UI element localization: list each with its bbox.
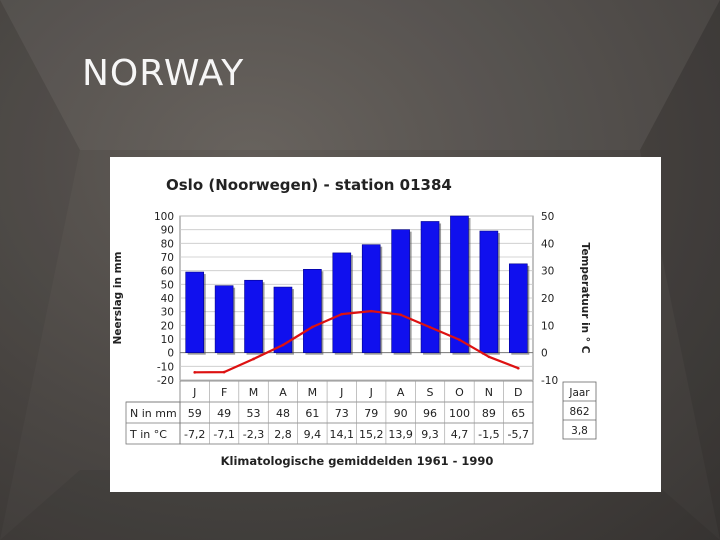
y2-tick-label: 50: [541, 211, 555, 223]
y2-tick-label: 30: [541, 265, 555, 278]
month-label: F: [220, 386, 228, 399]
bar-precipitation: [215, 286, 233, 353]
bar-precipitation: [450, 216, 468, 353]
precipitation-value: 89: [481, 407, 496, 420]
y-tick-label: 10: [160, 334, 174, 346]
climate-chart: [110, 157, 661, 492]
bar-precipitation: [303, 269, 321, 352]
slide-title: NORWAY: [82, 53, 245, 94]
temperature-point: [370, 310, 373, 313]
temperature-value: -7,1: [213, 428, 235, 441]
bar-precipitation: [421, 221, 439, 352]
y-tick-label: 60: [160, 265, 174, 278]
y2-tick-label: 0: [541, 347, 548, 360]
y-tick-label: 50: [160, 279, 174, 292]
chart-footer: Klimatologische gemiddelden 1961 - 1990: [220, 454, 494, 468]
temperature-point: [193, 371, 196, 374]
row-header-temperature: T in °C: [130, 428, 167, 441]
y-tick-label: 90: [160, 224, 174, 237]
bar-precipitation: [392, 230, 410, 353]
temperature-point: [252, 358, 255, 361]
precipitation-value: 59: [187, 407, 202, 420]
month-label: J: [369, 386, 373, 399]
y-axis-label: Neerslag in mm: [112, 251, 124, 345]
row-header-precipitation: N in mm: [130, 407, 177, 420]
month-label: M: [307, 386, 318, 399]
month-label: O: [455, 386, 464, 399]
y-tick-label: 40: [160, 293, 174, 305]
precipitation-value: 100: [448, 407, 470, 420]
month-label: N: [484, 386, 493, 399]
temperature-value: -5,7: [507, 428, 530, 441]
y-tick-label: 0: [167, 347, 174, 360]
month-label: D: [514, 386, 523, 399]
precipitation-value: 90: [393, 407, 408, 420]
y2-tick-label: 20: [541, 293, 555, 305]
y2-tick-label: -10: [541, 375, 559, 387]
bar-precipitation: [362, 245, 380, 353]
year-temperature-mean: 3,8: [571, 425, 588, 437]
climate-chart-figure: [110, 157, 661, 492]
y-tick-label: 80: [160, 238, 174, 251]
precipitation-value: 53: [246, 407, 261, 420]
y-tick-label: 30: [160, 306, 174, 319]
temperature-point: [340, 313, 343, 316]
month-label: M: [248, 386, 259, 399]
y2-tick-label: 40: [541, 238, 555, 251]
bar-precipitation: [480, 231, 498, 353]
temperature-value: 4,7: [450, 428, 469, 441]
bar-precipitation: [274, 287, 292, 353]
precipitation-value: 48: [275, 407, 290, 420]
temperature-value: 13,9: [388, 428, 413, 441]
temperature-value: -2,3: [242, 428, 265, 441]
month-label: J: [340, 386, 344, 399]
temperature-value: 14,1: [329, 428, 355, 441]
temperature-point: [488, 355, 491, 358]
bar-precipitation: [509, 264, 527, 353]
month-label: A: [279, 386, 287, 399]
month-label: J: [193, 386, 197, 399]
y2-axis-label: Temperatuur in ° C: [579, 242, 591, 354]
temperature-value: 2,8: [274, 428, 292, 441]
temperature-value: 9,3: [421, 428, 439, 441]
y-tick-label: 100: [153, 211, 174, 223]
temperature-value: 9,4: [303, 428, 322, 441]
bar-precipitation: [245, 280, 263, 352]
month-label: S: [426, 386, 434, 399]
y-tick-label: -10: [156, 361, 174, 374]
temperature-point: [223, 371, 226, 374]
temperature-value: -1,5: [478, 428, 500, 441]
year-precipitation-total: 862: [569, 406, 590, 418]
y-tick-label: 20: [160, 320, 174, 333]
year-header: Jaar: [569, 387, 590, 399]
bar-precipitation: [333, 253, 351, 353]
temperature-point: [399, 313, 402, 316]
temperature-value: -7,2: [183, 428, 206, 441]
y-tick-label: -20: [156, 375, 174, 387]
bar-precipitation: [186, 272, 204, 353]
temperature-point: [458, 339, 461, 342]
chart-title: Oslo (Noorwegen) - station 01384: [166, 176, 452, 194]
month-label: A: [396, 386, 405, 399]
precipitation-value: 65: [511, 407, 526, 420]
temperature-point: [311, 326, 314, 329]
temperature-value: 15,2: [358, 428, 384, 441]
y2-tick-label: 10: [541, 320, 555, 333]
data-table: [126, 381, 596, 444]
precipitation-value: 79: [364, 407, 379, 420]
precipitation-value: 96: [423, 407, 438, 420]
precipitation-value: 49: [217, 407, 232, 420]
temperature-point: [517, 367, 520, 370]
temperature-point: [429, 326, 432, 329]
y-tick-label: 70: [160, 252, 174, 264]
temperature-point: [282, 344, 285, 347]
precipitation-value: 61: [305, 407, 320, 420]
precipitation-value: 73: [334, 407, 349, 420]
